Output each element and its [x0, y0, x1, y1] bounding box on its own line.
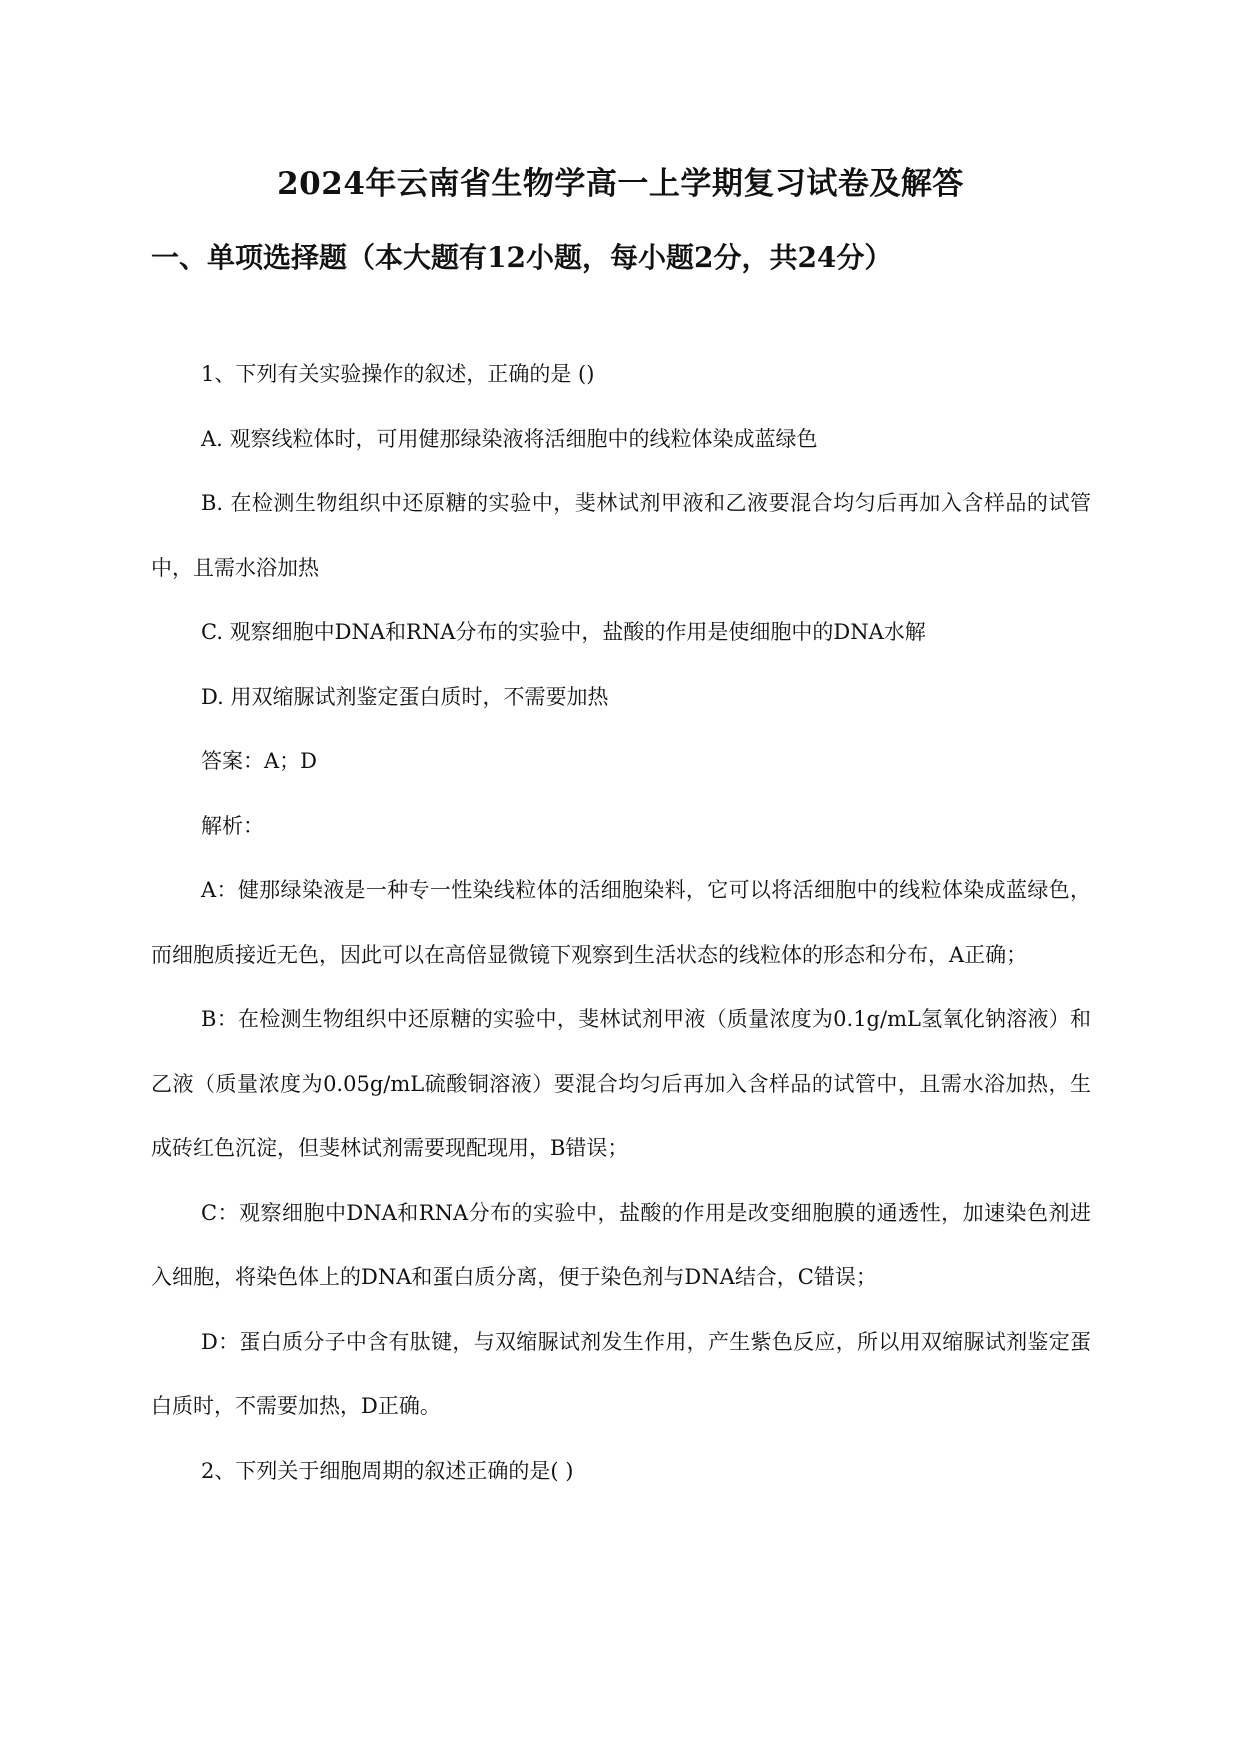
- question-1-analysis-c: C：观察细胞中DNA和RNA分布的实验中，盐酸的作用是改变细胞膜的通透性，加速染色剂进入细胞，将染色体上的DNA和蛋白质分离，便于染色剂与DNA结合，C错误；: [151, 1200, 1091, 1289]
- question-1-analysis-a: A：健那绿染液是一种专一性染线粒体的活细胞染料，它可以将活细胞中的线粒体染成蓝绿色，而细胞质接近无色，因此可以在高倍显微镜下观察到生活状态的线粒体的形态和分布，A正确；: [151, 878, 1091, 967]
- document-body: [151, 342, 1091, 1503]
- question-1-option-a: A. 观察线粒体时，可用健那绿染液将活细胞中的线粒体染成蓝绿色: [201, 426, 818, 451]
- question-1-option-b: B. 在检测生物组织中还原糖的实验中，斐林试剂甲液和乙液要混合均匀后再加入含样品的试管中，且需水浴加热: [151, 491, 1091, 580]
- question-1-option-d: D. 用双缩脲试剂鉴定蛋白质时，不需要加热: [201, 684, 609, 709]
- question-1-analysis-label: 解析：: [201, 813, 264, 838]
- question-2-stem: 2、下列关于细胞周期的叙述正确的是( ): [201, 1458, 574, 1483]
- question-1-answer: 答案：A；D: [201, 749, 318, 773]
- question-1-option-c: C. 观察细胞中DNA和RNA分布的实验中，盐酸的作用是使细胞中的DNA水解: [201, 620, 926, 644]
- section-heading: 一、单项选择题（本大题有12小题，每小题2分，共24分）: [151, 241, 893, 274]
- question-1-analysis-d: D：蛋白质分子中含有肽键，与双缩脲试剂发生作用，产生紫色反应，所以用双缩脲试剂鉴定蛋白质时，不需要加热，D正确。: [151, 1329, 1091, 1418]
- question-1-analysis-b: B：在检测生物组织中还原糖的实验中，斐林试剂甲液（质量浓度为0.1g/mL氢氧化钠溶液）和乙液（质量浓度为0.05g/mL硫酸铜溶液）要混合均匀后再加入含样品的试管中，且需水浴加热，生成砖红色沉淀，但斐林试剂需要现配现用，B错误；: [151, 1007, 1091, 1160]
- document-title: 2024年云南省生物学高一上学期复习试卷及解答: [277, 166, 964, 202]
- question-1-stem: 1、下列有关实验操作的叙述，正确的是 (): [201, 362, 595, 386]
